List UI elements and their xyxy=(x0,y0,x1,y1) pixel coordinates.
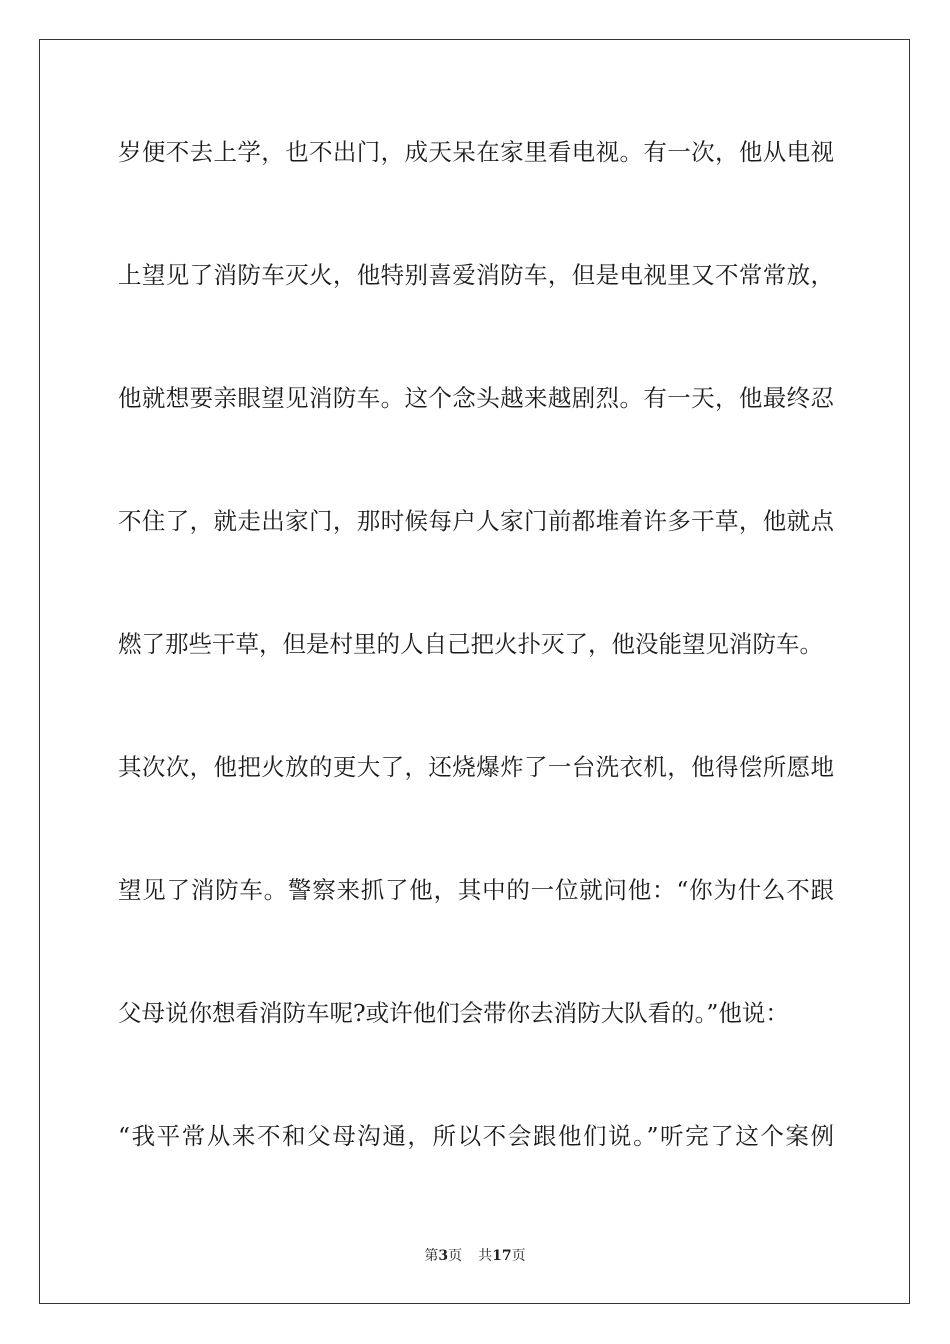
text-line-2: 上望见了消防车灭火，他特别喜爱消防车，但是电视里又不常常放， xyxy=(118,261,834,289)
page-suffix: 页 xyxy=(448,1248,463,1264)
page-prefix: 第 xyxy=(424,1248,439,1264)
text-line-4: 不住了，就走出家门，那时候每户人家门前都堆着许多干草，他就点 xyxy=(118,507,834,535)
text-line-1: 岁便不去上学，也不出门，成天呆在家里看电视。有一次，他从电视 xyxy=(118,138,834,166)
text-line-6: 其次次，他把火放的更大了，还烧爆炸了一台洗衣机，他得偿所愿地 xyxy=(118,753,834,781)
page-number: 3 xyxy=(438,1248,449,1264)
text-line-9: “我平常从来不和父母沟通，所以不会跟他们说。”听完了这个案例 xyxy=(118,1122,834,1150)
text-line-7: 望见了消防车。警察来抓了他，其中的一位就问他：“你为什么不跟 xyxy=(118,876,834,904)
page-border xyxy=(39,39,910,1304)
total-suffix: 页 xyxy=(511,1248,526,1264)
total-prefix: 共 xyxy=(478,1248,493,1264)
text-line-3: 他就想要亲眼望见消防车。这个念头越来越剧烈。有一天，他最终忍 xyxy=(118,384,834,412)
text-line-8: 父母说你想看消防车呢?或许他们会带你去消防大队看的。”他说： xyxy=(118,999,789,1027)
page-footer xyxy=(0,1246,950,1266)
text-line-5: 燃了那些干草，但是村里的人自己把火扑灭了，他没能望见消防车。 xyxy=(118,630,823,658)
total-pages: 17 xyxy=(492,1248,512,1264)
